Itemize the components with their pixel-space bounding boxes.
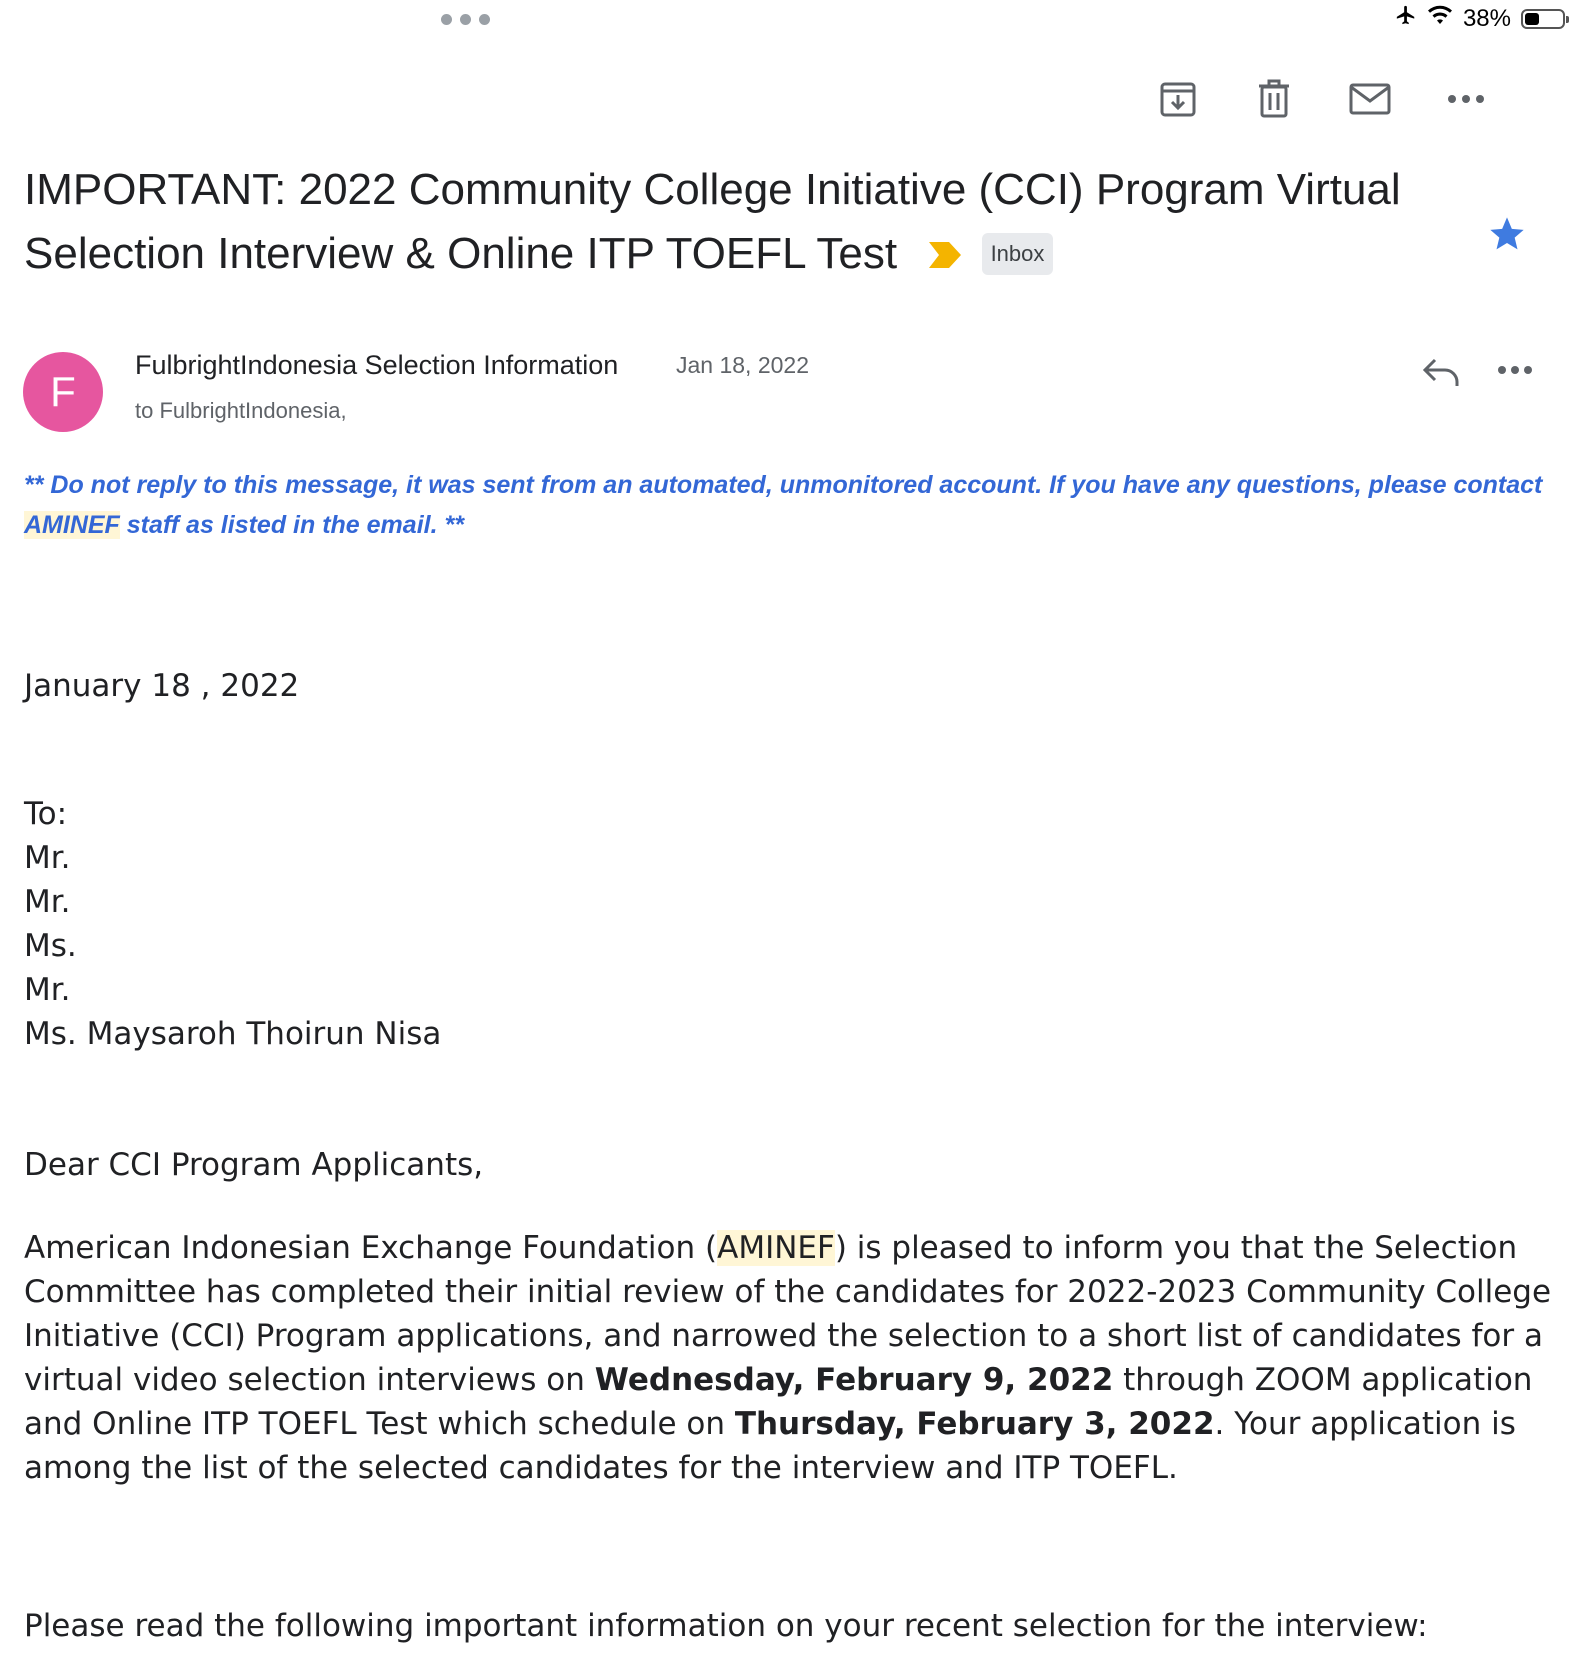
more-icon bbox=[1497, 355, 1533, 385]
letter-date: January 18 , 2022 bbox=[24, 668, 300, 704]
message-more-button[interactable] bbox=[1497, 355, 1533, 390]
status-bar bbox=[1395, 4, 1565, 33]
automated-notice bbox=[24, 465, 1554, 545]
archive-button[interactable] bbox=[1153, 74, 1203, 124]
battery-percent: 38% bbox=[1462, 4, 1511, 32]
notice-text-1: ** Do not reply to this message, it was sent from an automated, unmonitored account. If you have any questions, please contact bbox=[24, 471, 1543, 499]
notice-highlight: AMINEF bbox=[24, 511, 120, 539]
para-text: American Indonesian Exchange Foundation ( bbox=[24, 1230, 718, 1266]
delete-icon bbox=[1254, 79, 1294, 119]
main-paragraph bbox=[24, 1226, 1564, 1490]
recipient-line: Mr. bbox=[24, 884, 71, 920]
notice-text-2: staff as listed in the email. ** bbox=[119, 511, 464, 539]
more-icon bbox=[1446, 93, 1486, 105]
sender-avatar[interactable]: F bbox=[23, 352, 103, 432]
recipient-line: Mr. bbox=[24, 972, 71, 1008]
multitasking-dots-icon[interactable] bbox=[441, 14, 490, 25]
aminef-highlight: AMINEF bbox=[717, 1230, 835, 1266]
sender-name[interactable]: FulbrightIndonesia Selection Information bbox=[135, 350, 619, 380]
closing-line: Please read the following important information on your recent selection for the interview: bbox=[24, 1608, 1428, 1644]
toefl-date: Thursday, February 3, 2022 bbox=[734, 1406, 1215, 1442]
email-toolbar bbox=[1153, 74, 1573, 124]
subject-text: IMPORTANT: 2022 Community College Initiative (CCI) Program Virtual Selection Interview & Online ITP TOEFL Test bbox=[24, 165, 1401, 278]
recipient-list bbox=[24, 792, 441, 1056]
mark-unread-icon bbox=[1348, 79, 1392, 119]
battery-icon bbox=[1521, 9, 1565, 29]
important-marker-icon[interactable] bbox=[927, 224, 963, 288]
inbox-label-chip[interactable]: Inbox bbox=[982, 233, 1054, 275]
airplane-mode-icon bbox=[1395, 4, 1417, 33]
battery-level-fill bbox=[1525, 13, 1539, 25]
recipient-line: Ms. Maysaroh Thoirun Nisa bbox=[24, 1016, 442, 1052]
sent-date: Jan 18, 2022 bbox=[676, 352, 810, 378]
recipient-summary[interactable]: to FulbrightIndonesia, bbox=[135, 398, 347, 423]
reply-icon bbox=[1421, 355, 1461, 389]
star-button[interactable] bbox=[1487, 214, 1527, 259]
recipient-line: Ms. bbox=[24, 928, 77, 964]
mark-unread-button[interactable] bbox=[1345, 74, 1395, 124]
recipient-line: To: bbox=[24, 796, 68, 832]
wifi-icon bbox=[1427, 4, 1453, 33]
reply-button[interactable] bbox=[1421, 355, 1461, 394]
para-text: . Your application is among the list of the selected candidates for the interview and ITP TOEFL. bbox=[24, 1406, 1516, 1486]
para-text: through ZOOM application and Online ITP TOEFL Test which schedule on bbox=[24, 1362, 1533, 1442]
email-subject bbox=[24, 158, 1474, 288]
delete-button[interactable] bbox=[1249, 74, 1299, 124]
archive-icon bbox=[1158, 79, 1198, 119]
greeting: Dear CCI Program Applicants, bbox=[24, 1147, 484, 1183]
interview-date: Wednesday, February 9, 2022 bbox=[594, 1362, 1114, 1398]
more-options-button[interactable] bbox=[1441, 74, 1491, 124]
para-text: ) is pleased to inform you that the Selection Committee has completed their initial review of the candidates for 2022-2023 Community College Initiative (CCI) Program applications, and narrowed the selection to a short list of candidates for a virtual video selection interviews on bbox=[24, 1230, 1552, 1398]
recipient-line: Mr. bbox=[24, 840, 71, 876]
star-icon bbox=[1487, 214, 1527, 254]
